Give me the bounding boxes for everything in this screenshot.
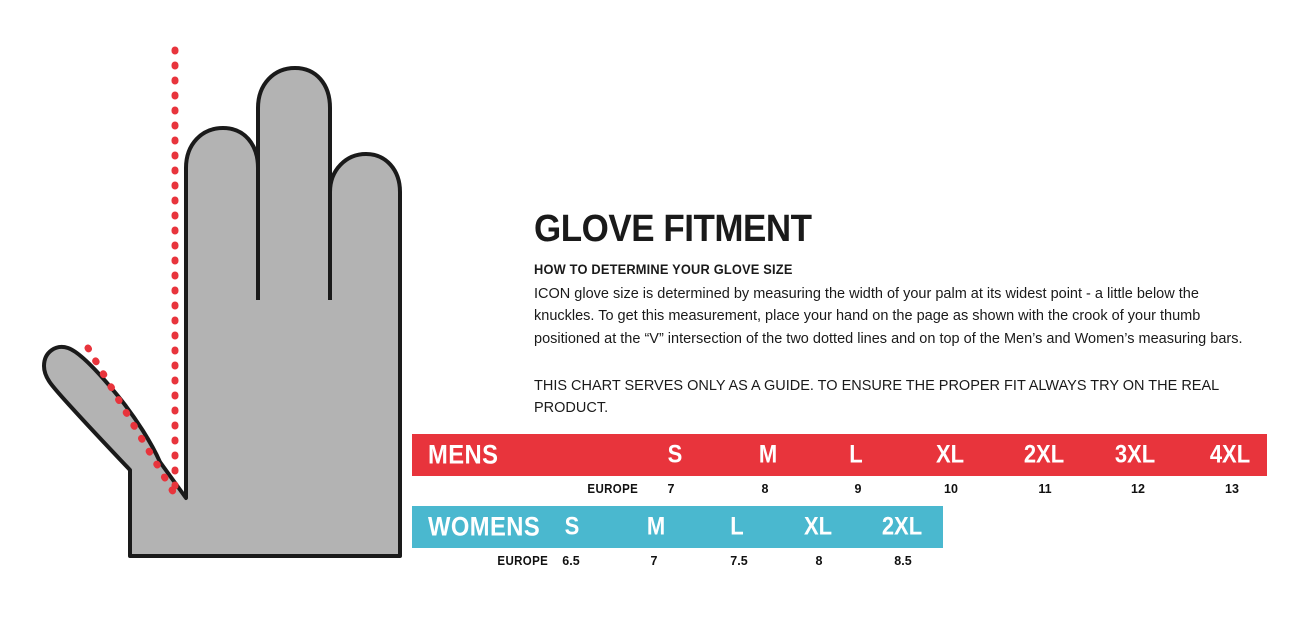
instructions-paragraph: ICON glove size is determined by measuring the width of your palm at its widest point - a little below the knuckles. To get this measurement, place your hand on the page as shown with the crook of your thumb positioned at the “V” intersection of the two dotted lines and on top of the Men’s and Women’s measuring bars. bbox=[534, 286, 1243, 347]
mens-europe-m: 8 bbox=[761, 482, 769, 496]
mens-europe-l: 9 bbox=[854, 482, 862, 496]
womens-size-m: M bbox=[646, 512, 666, 541]
womens-europe-s: 6.5 bbox=[562, 554, 580, 568]
womens-europe-2xl: 8.5 bbox=[894, 554, 912, 568]
womens-size-xl: XL bbox=[803, 512, 833, 541]
section-subtitle: HOW TO DETERMINE YOUR GLOVE SIZE bbox=[534, 262, 793, 277]
womens-europe-l: 7.5 bbox=[730, 554, 748, 568]
mens-size-m: M bbox=[758, 440, 778, 469]
mens-size-3xl: 3XL bbox=[1114, 440, 1156, 469]
mens-size-xl: XL bbox=[935, 440, 965, 469]
womens-size-2xl: 2XL bbox=[881, 512, 923, 541]
womens-size-bar bbox=[412, 506, 943, 548]
mens-europe-xl: 10 bbox=[944, 482, 958, 496]
mens-size-l: L bbox=[849, 440, 863, 469]
womens-size-l: L bbox=[730, 512, 744, 541]
womens-europe-xl: 8 bbox=[815, 554, 823, 568]
womens-size-s: S bbox=[564, 512, 580, 541]
mens-europe-row bbox=[412, 482, 1267, 502]
mens-europe-4xl: 13 bbox=[1225, 482, 1239, 496]
page-title: GLOVE FITMENT bbox=[534, 208, 812, 250]
text-block bbox=[534, 210, 1254, 420]
mens-size-4xl: 4XL bbox=[1209, 440, 1251, 469]
mens-europe-label: EUROPE bbox=[587, 482, 638, 496]
mens-europe-s: 7 bbox=[667, 482, 675, 496]
womens-europe-m: 7 bbox=[650, 554, 658, 568]
womens-bar-label: WOMENS bbox=[428, 511, 541, 542]
mens-bar-label: MENS bbox=[428, 439, 499, 470]
womens-europe-row bbox=[412, 554, 943, 574]
mens-size-s: S bbox=[667, 440, 683, 469]
mens-size-bar bbox=[412, 434, 1267, 476]
hand-shape bbox=[44, 64, 400, 556]
mens-size-2xl: 2XL bbox=[1023, 440, 1065, 469]
mens-europe-2xl: 11 bbox=[1038, 482, 1052, 496]
womens-europe-label: EUROPE bbox=[497, 554, 548, 568]
mens-europe-3xl: 12 bbox=[1131, 482, 1145, 496]
guide-disclaimer: THIS CHART SERVES ONLY AS A GUIDE. TO ENSURE THE PROPER FIT ALWAYS TRY ON THE REAL PRODUCT. bbox=[534, 378, 1219, 417]
